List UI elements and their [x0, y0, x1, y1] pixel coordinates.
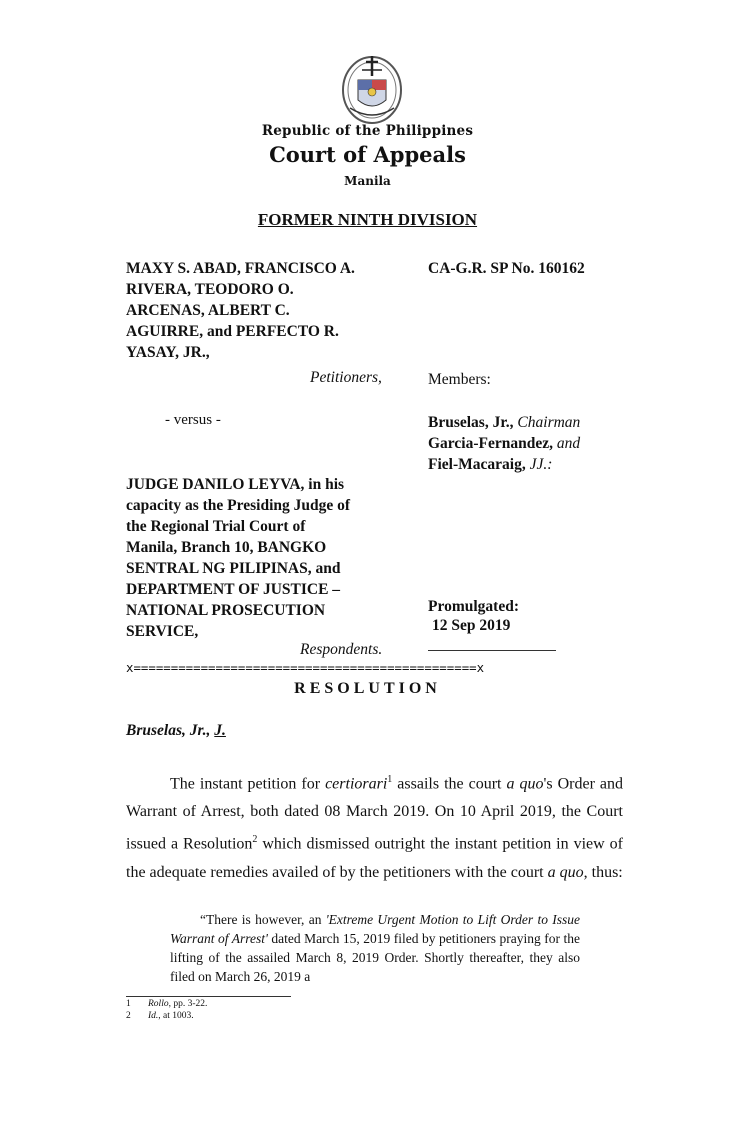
member-title: JJ.:: [525, 456, 553, 473]
ponente-j: J.: [214, 722, 226, 739]
division-heading: FORMER NINTH DIVISION: [257, 210, 478, 229]
respondent-line: SENTRAL NG PILIPINAS, and: [126, 560, 341, 577]
republic-heading: Republic of the Philippines: [261, 123, 474, 139]
a-quo-term: a quo: [547, 863, 584, 881]
member-line: [428, 454, 580, 475]
petitioner-line: ARCENAS, ALBERT C.: [126, 302, 290, 319]
text-run: which dismissed outright the instant petition in view of the adequate remedies availed of by the petitioners with the court: [126, 835, 623, 881]
respondents-role: Respondents.: [300, 641, 383, 658]
ponente-name: Bruselas, Jr.,: [126, 722, 215, 739]
text-run: The instant petition for: [170, 775, 326, 793]
member-title: Chairman: [513, 414, 581, 431]
petitioner-line: YASAY, JR.,: [126, 344, 210, 361]
footnote-item: [126, 998, 207, 1010]
footnote-text: , at 1003.: [158, 1011, 194, 1021]
caption-separator: x==============================================x: [126, 660, 485, 675]
respondent-line: Manila, Branch 10, BANGKO: [126, 539, 327, 556]
text-run: 's Order and Warrant of Arrest, both dated 08 March 2019. On 10 April 2019, the Court issued a Resolution: [126, 775, 624, 853]
text-run: dated March 15, 2019 filed by petitioners praying for the lifting of the assailed March 8, 2019 Order. Shortly thereafter, they also filed on March 26, 2019 a: [170, 931, 580, 984]
case-number: CA-G.R. SP No. 160162: [428, 260, 585, 277]
signature-line: [428, 650, 556, 651]
certiorari-term: certiorari: [325, 775, 388, 793]
resolution-title: RESOLUTION: [294, 680, 441, 697]
ponente: [126, 722, 226, 740]
respondents-names: [126, 474, 406, 642]
respondent-line: DEPARTMENT OF JUSTICE –: [126, 581, 341, 598]
members-label: Members:: [428, 371, 491, 388]
promulgated-label: Promulgated:: [428, 598, 519, 615]
petitioners-role: Petitioners,: [310, 369, 382, 386]
city-heading: Manila: [344, 174, 391, 188]
respondent-line: SERVICE,: [126, 623, 199, 640]
member-name: Garcia-Fernandez,: [428, 435, 553, 452]
block-quote: [170, 910, 580, 986]
body-paragraph: [126, 766, 623, 887]
member-title: and: [552, 435, 581, 452]
member-name: Fiel-Macaraig,: [428, 456, 526, 473]
footnote-number: 1: [126, 999, 131, 1009]
respondent-line: capacity as the Presiding Judge of: [126, 497, 351, 514]
versus-label: - versus -: [165, 412, 221, 428]
footnote-ref: 1: [387, 774, 393, 785]
text-run: assails the court: [392, 775, 507, 793]
court-name-heading: Court of Appeals: [269, 142, 466, 167]
footnote-ref-text: Rollo: [148, 999, 169, 1009]
footnote-item: [126, 1010, 207, 1022]
footnote-ref: 2: [252, 834, 258, 846]
footnote-number: 2: [126, 1011, 131, 1021]
text-run: “There is however, an: [200, 912, 326, 927]
petitioner-line: MAXY S. ABAD, FRANCISCO A.: [126, 260, 355, 277]
petitioners-names: [126, 258, 406, 363]
motion-title: 'Extreme Urgent Motion to Lift Order to Issue Warrant of Arrest': [170, 912, 580, 946]
member-name: Bruselas, Jr.,: [428, 414, 514, 431]
court-of-appeals-seal-icon: [340, 50, 404, 126]
member-line: [428, 433, 580, 454]
respondent-line: the Regional Trial Court of: [126, 518, 306, 535]
footnote-rule: [126, 996, 291, 997]
footnote-text: , pp. 3-22.: [168, 999, 208, 1009]
respondent-line: JUDGE DANILO LEYVA, in his: [126, 476, 345, 493]
promulgated-date: 12 Sep 2019: [432, 617, 511, 634]
footnote-ref-text: Id.: [148, 1011, 159, 1021]
member-line: [428, 412, 580, 433]
a-quo-term: a quo: [506, 775, 544, 793]
footnotes: [126, 998, 207, 1022]
members-list: [428, 412, 580, 475]
text-run: , thus:: [583, 863, 623, 881]
petitioner-line: AGUIRRE, and PERFECTO R.: [126, 323, 339, 340]
petitioner-line: RIVERA, TEODORO O.: [126, 281, 294, 298]
respondent-line: NATIONAL PROSECUTION: [126, 602, 326, 619]
